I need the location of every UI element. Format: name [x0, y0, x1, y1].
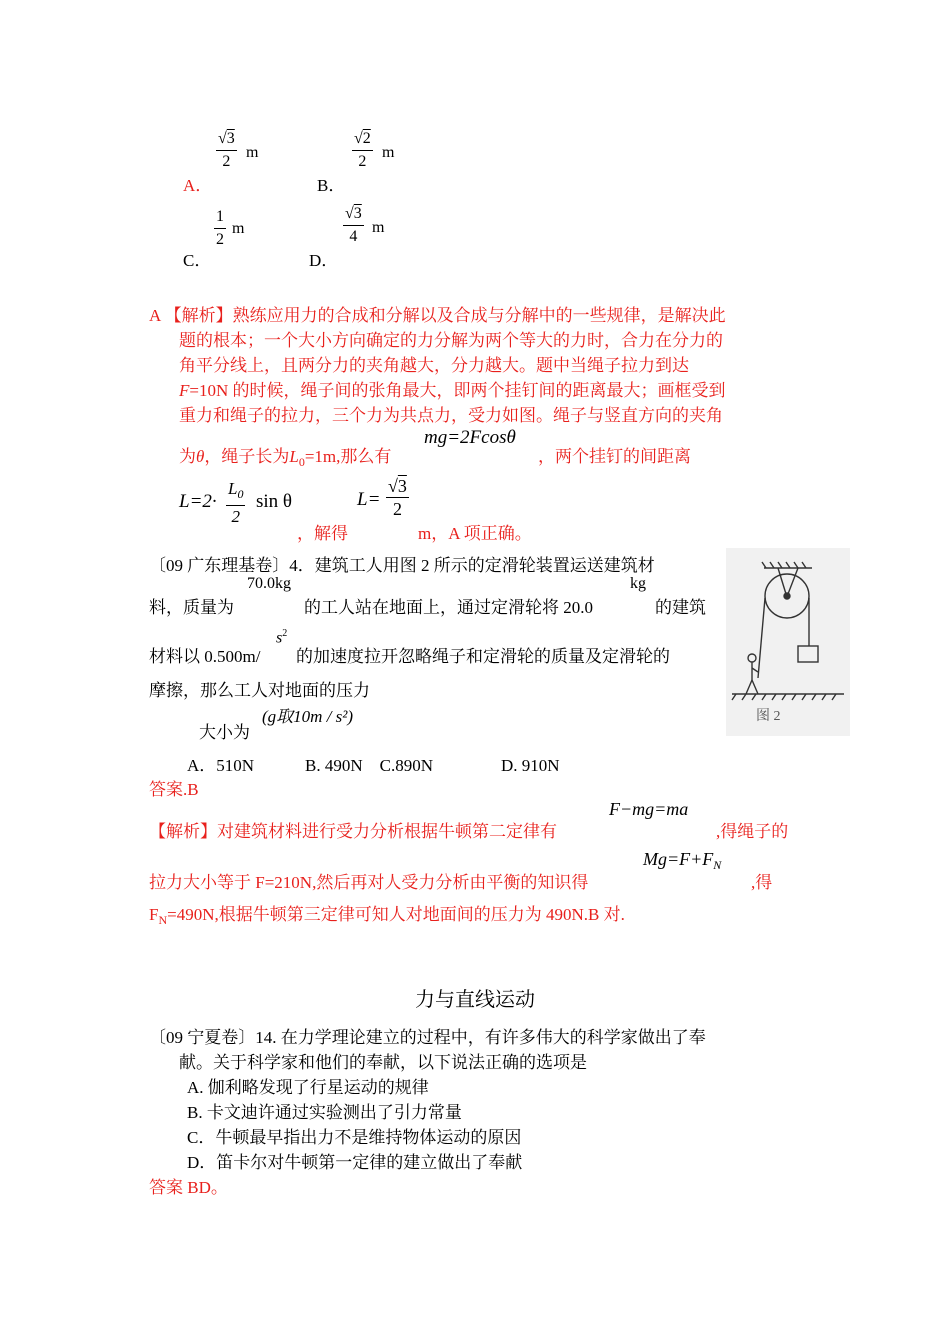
question-4-line-5: 大小为 [199, 723, 250, 742]
question-14-line-2: 献。关于科学家和他们的奉献，以下说法正确的选项是 [179, 1053, 587, 1072]
analysis-1-line-1: A 【解析】熟练应用力的合成和分解以及合成与分解中的一些规律，是解决此 [149, 306, 726, 325]
length-numerator: L [228, 479, 238, 498]
unit-kg: kg [630, 575, 646, 592]
equation-force-balance: mg=2Fcosθ [424, 427, 516, 448]
option-c-label: C． [183, 251, 212, 270]
unit-s-exponent: 2 [282, 628, 288, 639]
force-symbol: F [179, 381, 190, 400]
section-title: 力与直线运动 [415, 989, 535, 1011]
equation-result-lhs: L= [357, 489, 381, 510]
question-4-line-2-mid: 的工人站在地面上，通过定滑轮将 20.0 [304, 598, 593, 617]
answer-4-line-2-start: 拉力大小等于 F=210N,然后再对人受力分析由平衡的知识得 [149, 873, 589, 892]
text-fragment: 为 [179, 447, 196, 466]
normal-force-subscript: N [158, 913, 168, 927]
option-c-numerator: 1 [214, 206, 226, 229]
result-denominator: 2 [392, 499, 402, 519]
analysis-1-line-6-end: ，两个挂钉的间距离 [538, 447, 691, 466]
option-d-denominator: 4 [349, 228, 358, 245]
option-a-radicand: 3 [226, 130, 235, 147]
equation-length-sin: sin θ [256, 491, 293, 512]
analysis-1-line-6 [179, 442, 391, 470]
answer-4-line-1-end: ,得绳子的 [716, 822, 789, 841]
option-d-unit: m [372, 219, 385, 236]
question-4-line-2-start: 料，质量为 [149, 598, 234, 617]
option-c-denominator: 2 [216, 231, 224, 248]
option-b-denominator: 2 [358, 153, 367, 170]
option-d-label: D． [309, 251, 339, 270]
option-b-fraction: $\frac{√2}{2}$ [352, 128, 373, 173]
question-14-option-d: D．笛卡尔对牛顿第一定律的建立做出了奉献 [187, 1153, 523, 1172]
equation-equilibrium [643, 849, 721, 873]
analysis-1-line-5: 重力和绳子的拉力，三个力为共点力，受力如图。绳子与竖直方向的夹角 [179, 406, 723, 425]
figure-2 [726, 548, 850, 736]
option-a-fraction: $\frac{√3}{2}$ [216, 128, 237, 173]
figure-2-label: 图 2 [756, 709, 781, 724]
answer-4-line-1-start: 【解析】对建筑材料进行受力分析根据牛顿第二定律有 [149, 822, 557, 841]
equilibrium-subscript: N [713, 858, 722, 872]
analysis-1-line-2: 题的根本；一个大小方向确定的力分解为两个等大的力时，合力在分力的 [179, 331, 723, 350]
analysis-1-line-4-text: =10N 的时候，绳子间的张角最大，即两个挂钉间的距离最大；画框受到 [189, 381, 726, 400]
option-c-unit: m [232, 220, 245, 237]
question-4-line-4: 摩擦，那么工人对地面的压力 [149, 681, 370, 700]
length-symbol: L [289, 447, 299, 466]
equation-result-fraction: $\frac{√3}{2}$ [388, 476, 407, 519]
unit-s: s [276, 629, 283, 647]
answer-4-line-2-end: ,得 [751, 873, 773, 892]
question-14-option-b: B. 卡文迪许通过实验测出了引力常量 [187, 1103, 462, 1122]
answer-4-line-3 [149, 900, 625, 928]
option-b-unit: m [382, 144, 395, 161]
question-14-answer: 答案 BD。 [149, 1178, 228, 1197]
question-14-option-c: C．牛顿最早指出力不是维持物体运动的原因 [187, 1128, 522, 1147]
option-a-unit: m [246, 144, 259, 161]
length-denominator: 2 [231, 507, 240, 526]
question-14-line-1: 〔09 宁夏卷〕14. 在力学理论建立的过程中，有许多伟大的科学家做出了奉 [149, 1028, 706, 1047]
question-4-line-3-start: 材料以 0.500m/ [149, 647, 261, 666]
analysis-1-line-7-start: ，解得 [297, 524, 348, 543]
question-14-option-a: A. 伽利略发现了行星运动的规律 [187, 1078, 429, 1097]
question-4-options: A．510N B. 490N C.890N D. 910N [187, 756, 560, 775]
option-a-label: A． [183, 176, 213, 195]
equilibrium-main: Mg=F+F [643, 849, 714, 869]
pulley-diagram [726, 548, 850, 736]
option-d-radicand: 3 [353, 205, 362, 222]
question-4-line-2-end: 的建筑 [655, 598, 706, 617]
text-fragment: =1m,那么有 [304, 447, 392, 466]
theta-symbol: θ [196, 447, 205, 466]
normal-force-symbol: F [149, 905, 159, 924]
unit-seconds [276, 628, 287, 647]
analysis-1-line-3: 角平分线上，且两分力的夹角越大，分力越大。题中当绳子拉力到达 [179, 356, 689, 375]
result-radicand: 3 [397, 476, 407, 496]
equation-newton-second: F−mg=ma [609, 799, 689, 819]
length-subscript: 0 [298, 455, 305, 469]
text-fragment: ，绳子长为 [204, 447, 290, 466]
gravity-note: (g取10m / s²) [262, 707, 354, 726]
equation-length-fraction [226, 478, 245, 528]
option-c-fraction [214, 206, 226, 251]
length-numerator-subscript: 0 [237, 487, 244, 501]
option-a-denominator: 2 [222, 153, 231, 170]
analysis-1-line-4 [179, 376, 726, 401]
mass-person: 70.0kg [247, 575, 291, 592]
answer-4-line-3-text: =490N,根据牛顿第三定律可知人对地面间的压力为 490N.B 对. [167, 905, 625, 924]
question-4-line-3-end: 的加速度拉开忽略绳子和定滑轮的质量及定滑轮的 [296, 647, 670, 666]
equation-length-lhs: L=2· [179, 491, 217, 512]
option-b-radicand: 2 [362, 130, 371, 147]
answer-4-label: 答案.B [149, 780, 199, 799]
option-d-fraction: $\frac{√3}{4}$ [343, 203, 364, 248]
option-b-label: B． [317, 176, 346, 195]
question-4-line-1: 〔09 广东理基卷〕4．建筑工人用图 2 所示的定滑轮装置运送建筑材 [149, 556, 655, 575]
analysis-1-line-7-end: m，A 项正确。 [418, 524, 532, 543]
